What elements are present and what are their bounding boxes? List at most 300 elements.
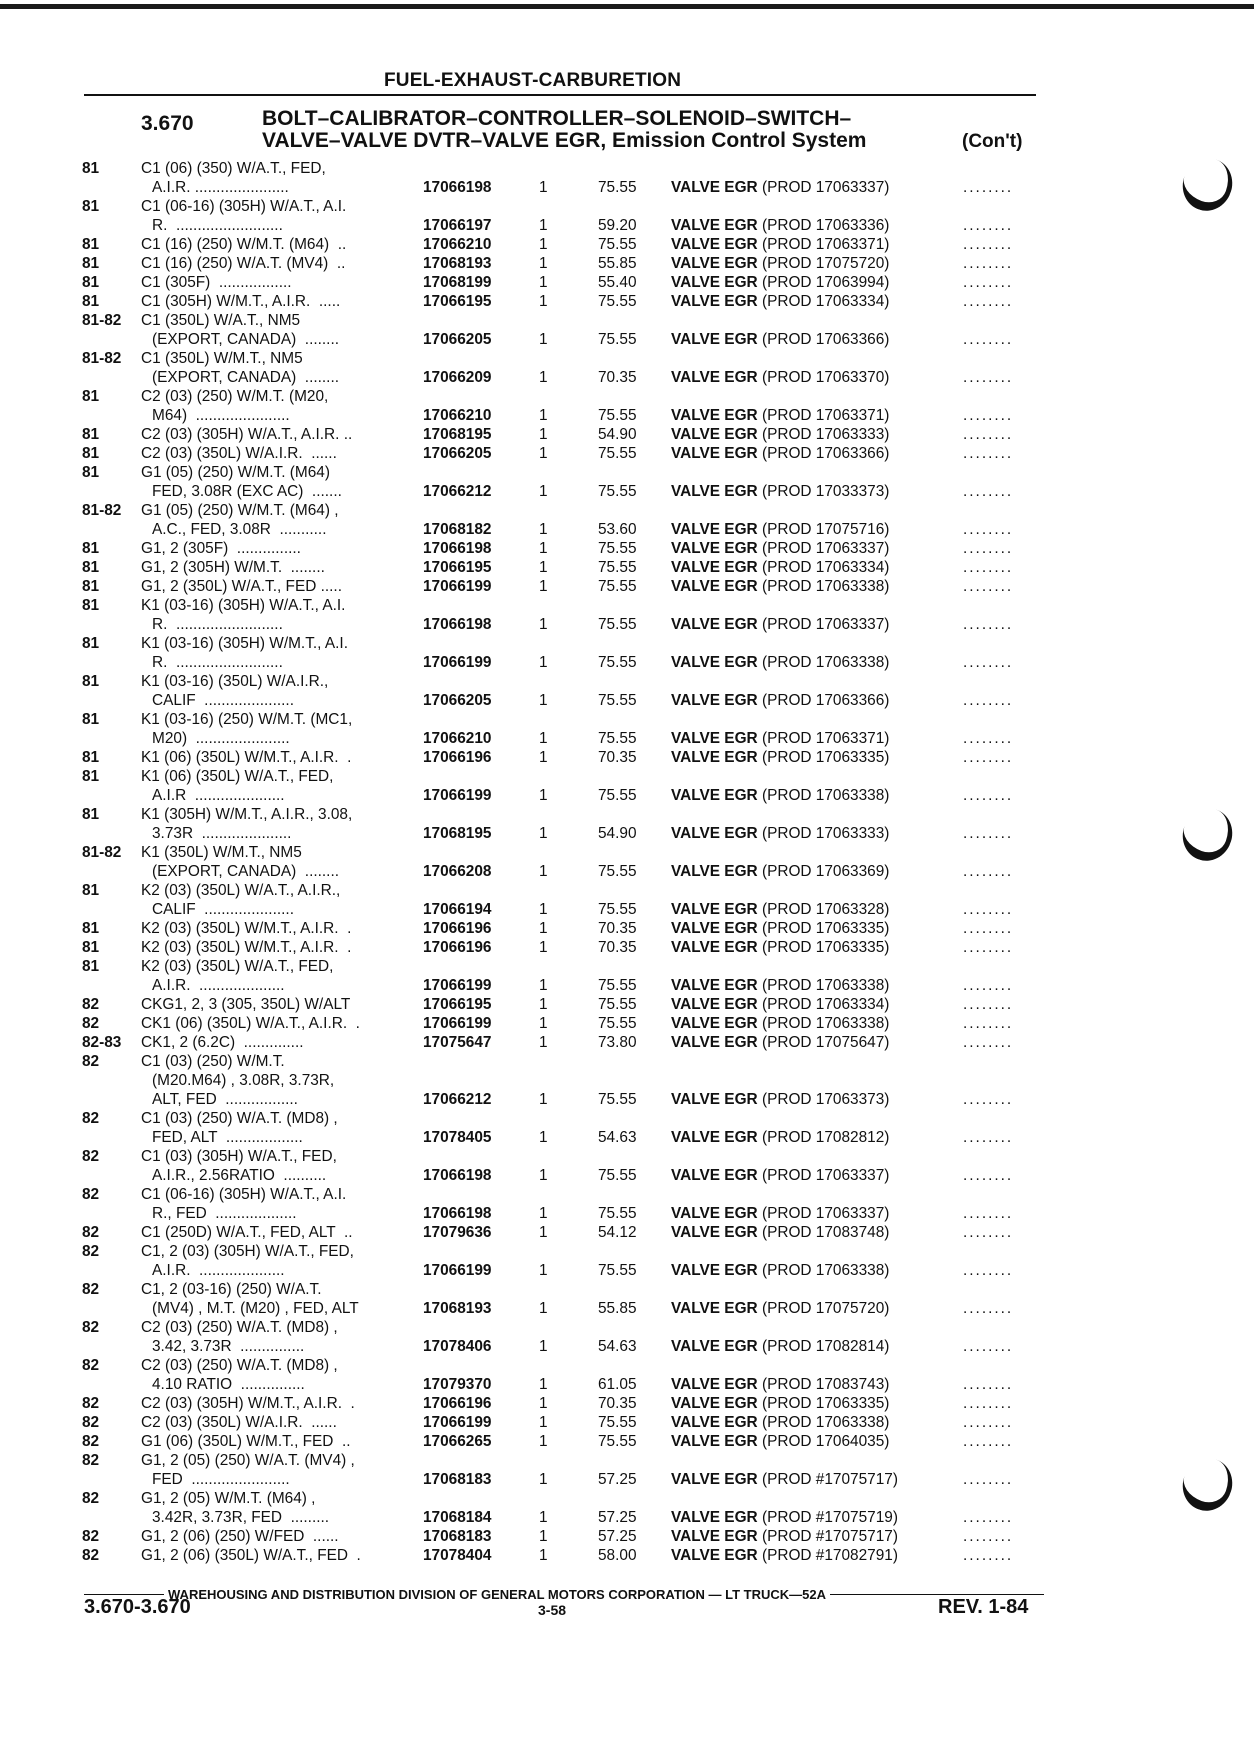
application-description: G1 (06) (350L) W/M.T., FED .. [141,1433,351,1450]
part-number: 17068182 [423,521,492,538]
price: 54.90 [598,426,637,443]
application-description: C1 (350L) W/A.T., NM5 [141,312,301,329]
part-name-label: VALVE EGR [671,445,758,462]
price: 54.12 [598,1224,637,1241]
production-number: (PROD 17063371) [761,236,890,253]
quantity: 1 [539,749,548,766]
part-name-label: VALVE EGR [671,920,758,937]
quantity: 1 [539,996,548,1013]
application-description: G1 (05) (250) W/M.T. (M64) , [141,502,339,519]
production-number: (PROD 17082812) [761,1129,890,1146]
production-number: (PROD 17063334) [761,293,890,310]
model-year: 82 [82,1186,100,1203]
table-row [0,1432,1254,1451]
table-row [0,938,1254,957]
application-description-cont: R., FED ................... [152,1205,297,1222]
price: 70.35 [598,939,637,956]
model-year: 82 [82,1053,100,1070]
leader-dots: ........ [963,749,1014,766]
production-number: (PROD 17063338) [761,787,890,804]
model-year: 81-82 [82,312,122,329]
leader-dots: ........ [963,825,1014,842]
leader-dots: ........ [963,787,1014,804]
price: 73.80 [598,1034,637,1051]
application-description: C2 (03) (250) W/A.T. (MD8) , [141,1357,338,1374]
table-row [0,311,1254,349]
application-description-cont: FED, ALT .................. [152,1129,303,1146]
application-description: C1, 2 (03) (305H) W/A.T., FED, [141,1243,354,1260]
model-year: 81 [82,597,100,614]
part-name-label: VALVE EGR [671,977,758,994]
model-year: 81 [82,578,100,595]
part-name-label: VALVE EGR [671,255,758,272]
application-description: G1, 2 (305F) ............... [141,540,301,557]
part-name-label: VALVE EGR [671,1376,758,1393]
model-year: 82 [82,1319,100,1336]
part-name [671,1090,889,1109]
table-row [0,1546,1254,1565]
table-row [0,995,1254,1014]
production-number: (PROD 17063336) [761,217,890,234]
part-name [671,691,889,710]
price: 75.55 [598,559,637,576]
part-name-label: VALVE EGR [671,939,758,956]
part-number: 17066210 [423,236,492,253]
table-row [0,672,1254,710]
price: 55.40 [598,274,637,291]
part-name [671,482,889,501]
application-description: K1 (06) (350L) W/A.T., FED, [141,768,334,785]
part-number: 17066212 [423,1091,492,1108]
part-name [671,558,889,577]
application-description: C2 (03) (305H) W/M.T., A.I.R. . [141,1395,355,1412]
application-description: K1 (305H) W/M.T., A.I.R., 3.08, [141,806,353,823]
model-year: 82-83 [82,1034,122,1051]
table-row [0,1280,1254,1318]
part-name-label: VALVE EGR [671,369,758,386]
production-number: (PROD 17063366) [761,331,890,348]
model-year: 82 [82,1395,100,1412]
leader-dots: ........ [963,255,1014,272]
part-name-label: VALVE EGR [671,274,758,291]
part-name [671,653,889,672]
application-description: C2 (03) (305H) W/A.T., A.I.R. .. [141,426,353,443]
application-description: C2 (03) (350L) W/A.I.R. ...... [141,445,337,462]
price: 57.25 [598,1471,637,1488]
part-number: 17066199 [423,977,492,994]
part-name-label: VALVE EGR [671,1129,758,1146]
production-number: (PROD 17063334) [761,996,890,1013]
leader-dots: ........ [963,1262,1014,1279]
application-description-cont: A.C., FED, 3.08R ........... [152,521,327,538]
part-number: 17066265 [423,1433,492,1450]
part-name-label: VALVE EGR [671,901,758,918]
part-number: 17066195 [423,996,492,1013]
leader-dots: ........ [963,977,1014,994]
price: 75.55 [598,331,637,348]
application-description: C2 (03) (250) W/A.T. (MD8) , [141,1319,338,1336]
part-name-label: VALVE EGR [671,559,758,576]
model-year: 81 [82,293,100,310]
price: 53.60 [598,521,637,538]
part-number: 17075647 [423,1034,492,1051]
part-number: 17068183 [423,1528,492,1545]
production-number: (PROD 17075716) [761,521,890,538]
part-number: 17066199 [423,578,492,595]
quantity: 1 [539,1262,548,1279]
application-description: G1, 2 (06) (250) W/FED ...... [141,1528,339,1545]
quantity: 1 [539,1034,548,1051]
quantity: 1 [539,977,548,994]
quantity: 1 [539,1338,548,1355]
part-name [671,1432,889,1451]
part-name [671,406,889,425]
part-number: 17079370 [423,1376,492,1393]
group-title [262,108,962,152]
table-row [0,292,1254,311]
part-number: 17066205 [423,331,492,348]
part-number: 17068183 [423,1471,492,1488]
application-description-cont: (EXPORT, CANADA) ........ [152,331,340,348]
production-number: (PROD 17063373) [761,1091,890,1108]
part-number: 17068195 [423,426,492,443]
quantity: 1 [539,730,548,747]
application-description-cont: 3.42R, 3.73R, FED ......... [152,1509,330,1526]
quantity: 1 [539,1091,548,1108]
price: 59.20 [598,217,637,234]
application-description: CK1, 2 (6.2C) .............. [141,1034,304,1051]
table-row [0,558,1254,577]
application-description: CKG1, 2, 3 (305, 350L) W/ALT [141,996,351,1013]
part-name [671,1470,898,1489]
leader-dots: ........ [963,217,1014,234]
quantity: 1 [539,293,548,310]
leader-dots: ........ [963,1167,1014,1184]
part-name-label: VALVE EGR [671,1547,758,1564]
production-number: (PROD 17063369) [761,863,890,880]
production-number: (PROD 17063338) [761,654,890,671]
price: 75.55 [598,540,637,557]
application-description-cont: ALT, FED ................. [152,1091,298,1108]
leader-dots: ........ [963,1091,1014,1108]
part-name [671,1546,898,1565]
revision: REV. 1-84 [938,1596,1029,1618]
part-number: 17066205 [423,692,492,709]
part-number: 17068195 [423,825,492,842]
application-description-cont: A.I.R. ...................... [152,179,289,196]
quantity: 1 [539,654,548,671]
leader-dots: ........ [963,369,1014,386]
model-year: 81 [82,806,100,823]
part-number: 17066196 [423,939,492,956]
table-row [0,1052,1254,1109]
application-description: K2 (03) (350L) W/A.T., A.I.R., [141,882,341,899]
part-name-label: VALVE EGR [671,1034,758,1051]
leader-dots: ........ [963,654,1014,671]
part-name [671,1033,889,1052]
quantity: 1 [539,1015,548,1032]
price: 75.55 [598,863,637,880]
table-row [0,1223,1254,1242]
part-number: 17066195 [423,559,492,576]
part-number: 17066196 [423,920,492,937]
quantity: 1 [539,255,548,272]
quantity: 1 [539,1528,548,1545]
part-number: 17078405 [423,1129,492,1146]
production-number: (PROD #17075719) [761,1509,898,1526]
leader-dots: ........ [963,692,1014,709]
production-number: (PROD 17063338) [761,578,890,595]
part-number: 17066199 [423,1414,492,1431]
production-number: (PROD 17075720) [761,255,890,272]
model-year: 82 [82,1281,100,1298]
part-name-label: VALVE EGR [671,616,758,633]
price: 57.25 [598,1528,637,1545]
part-number: 17068184 [423,1509,492,1526]
part-number: 17066205 [423,445,492,462]
table-row [0,634,1254,672]
production-number: (PROD 17063337) [761,616,890,633]
parts-list [0,159,1254,1565]
production-number: (PROD 17063333) [761,426,890,443]
model-year: 82 [82,1110,100,1127]
part-name [671,900,889,919]
application-description: G1, 2 (305H) W/M.T. ........ [141,559,325,576]
leader-dots: ........ [963,1547,1014,1564]
part-name-label: VALVE EGR [671,996,758,1013]
part-number: 17068193 [423,1300,492,1317]
production-number: (PROD 17075720) [761,1300,890,1317]
leader-dots: ........ [963,1528,1014,1545]
table-row [0,273,1254,292]
part-name [671,577,889,596]
part-name-label: VALVE EGR [671,863,758,880]
model-year: 82 [82,1243,100,1260]
part-number: 17066198 [423,179,492,196]
leader-dots: ........ [963,236,1014,253]
price: 75.55 [598,654,637,671]
leader-dots: ........ [963,863,1014,880]
application-description: C2 (03) (350L) W/A.I.R. ...... [141,1414,337,1431]
table-row [0,539,1254,558]
production-number: (PROD 17063337) [761,1167,890,1184]
production-number: (PROD 17063366) [761,445,890,462]
model-year: 81 [82,882,100,899]
part-name-label: VALVE EGR [671,217,758,234]
header-rule [84,94,1036,96]
application-description-cont: (EXPORT, CANADA) ........ [152,863,340,880]
part-number: 17066210 [423,730,492,747]
part-number: 17066198 [423,1167,492,1184]
table-row [0,425,1254,444]
footer-text: WAREHOUSING AND DISTRIBUTION DIVISION OF GENERAL MOTORS CORPORATION — LT TRUCK—52A [168,1587,826,1602]
application-description: C1 (06-16) (305H) W/A.T., A.I. [141,198,347,215]
part-name [671,444,889,463]
leader-dots: ........ [963,920,1014,937]
quantity: 1 [539,1167,548,1184]
quantity: 1 [539,825,548,842]
model-year: 81 [82,635,100,652]
quantity: 1 [539,1224,548,1241]
leader-dots: ........ [963,1205,1014,1222]
quantity: 1 [539,1509,548,1526]
part-name-label: VALVE EGR [671,521,758,538]
part-name-label: VALVE EGR [671,483,758,500]
price: 75.55 [598,236,637,253]
part-name-label: VALVE EGR [671,654,758,671]
production-number: (PROD 17063994) [761,274,890,291]
part-name-label: VALVE EGR [671,293,758,310]
part-name-label: VALVE EGR [671,1528,758,1545]
table-row [0,596,1254,634]
model-year: 81 [82,920,100,937]
quantity: 1 [539,1395,548,1412]
part-name [671,976,889,995]
part-number: 17078406 [423,1338,492,1355]
part-name-label: VALVE EGR [671,236,758,253]
production-number: (PROD 17063366) [761,692,890,709]
part-name [671,235,889,254]
continued-label: (Con't) [962,131,1023,152]
table-row [0,1242,1254,1280]
model-year: 81 [82,236,100,253]
part-name [671,1204,889,1223]
footer-line [84,1587,1044,1602]
model-year: 81 [82,464,100,481]
application-description: G1 (05) (250) W/M.T. (M64) [141,464,330,481]
application-description-cont: R. ......................... [152,654,283,671]
application-description-cont: FED ....................... [152,1471,290,1488]
quantity: 1 [539,692,548,709]
part-name [671,995,889,1014]
part-number: 17066210 [423,407,492,424]
part-name [671,1223,889,1242]
leader-dots: ........ [963,1395,1014,1412]
price: 54.63 [598,1129,637,1146]
production-number: (PROD 17063337) [761,179,890,196]
price: 75.55 [598,692,637,709]
table-row [0,957,1254,995]
application-description-cont: A.I.R. .................... [152,1262,285,1279]
table-row [0,463,1254,501]
part-number: 17066199 [423,787,492,804]
application-description: C1 (305F) ................. [141,274,292,291]
group-title-line1: BOLT–CALIBRATOR–CONTROLLER–SOLENOID–SWITCH– [262,107,852,130]
footer-group-range: 3.670-3.670 [84,1596,191,1618]
table-row [0,1033,1254,1052]
leader-dots: ........ [963,1509,1014,1526]
production-number: (PROD 17063337) [761,1205,890,1222]
table-row [0,1394,1254,1413]
application-description-cont: FED, 3.08R (EXC AC) ....... [152,483,342,500]
part-name [671,273,889,292]
price: 75.55 [598,179,637,196]
price: 75.55 [598,293,637,310]
part-name [671,615,889,634]
price: 61.05 [598,1376,637,1393]
application-description-cont: R. ......................... [152,217,283,234]
application-description-cont: 4.10 RATIO ............... [152,1376,305,1393]
table-row [0,159,1254,197]
quantity: 1 [539,863,548,880]
model-year: 82 [82,1490,100,1507]
application-description: C1 (16) (250) W/A.T. (MV4) .. [141,255,346,272]
part-name [671,1375,889,1394]
application-description-cont: 3.42, 3.73R ............... [152,1338,305,1355]
application-description: G1, 2 (05) (250) W/A.T. (MV4) , [141,1452,355,1469]
part-name [671,292,889,311]
table-row [0,197,1254,235]
quantity: 1 [539,901,548,918]
model-year: 81 [82,559,100,576]
production-number: (PROD #17075717) [761,1471,898,1488]
quantity: 1 [539,787,548,804]
production-number: (PROD 17063371) [761,407,890,424]
quantity: 1 [539,179,548,196]
model-year: 82 [82,1547,100,1564]
group-number: 3.670 [141,112,194,135]
quantity: 1 [539,1433,548,1450]
part-name [671,1337,889,1356]
production-number: (PROD 17064035) [761,1433,890,1450]
part-name [671,919,889,938]
application-description-cont: (MV4) , M.T. (M20) , FED, ALT [152,1300,359,1317]
price: 75.55 [598,1015,637,1032]
application-description-cont: (EXPORT, CANADA) ........ [152,369,340,386]
leader-dots: ........ [963,426,1014,443]
application-description: K1 (06) (350L) W/M.T., A.I.R. . [141,749,352,766]
leader-dots: ........ [963,1300,1014,1317]
part-name-label: VALVE EGR [671,1338,758,1355]
application-description: G1, 2 (350L) W/A.T., FED ..... [141,578,342,595]
part-name [671,1413,889,1432]
part-name [671,729,889,748]
part-name-label: VALVE EGR [671,1414,758,1431]
production-number: (PROD 17083743) [761,1376,890,1393]
application-description-cont: CALIF ..................... [152,692,294,709]
leader-dots: ........ [963,1414,1014,1431]
part-name [671,330,889,349]
model-year: 81 [82,749,100,766]
price: 75.55 [598,1414,637,1431]
production-number: (PROD 17063335) [761,939,890,956]
application-description: K1 (03-16) (250) W/M.T. (MC1, [141,711,353,728]
price: 75.55 [598,1205,637,1222]
price: 75.55 [598,977,637,994]
price: 57.25 [598,1509,637,1526]
price: 54.63 [598,1338,637,1355]
table-row [0,843,1254,881]
price: 75.55 [598,445,637,462]
table-row [0,577,1254,596]
leader-dots: ........ [963,559,1014,576]
production-number: (PROD 17063338) [761,1414,890,1431]
part-name-label: VALVE EGR [671,1015,758,1032]
application-description: K1 (350L) W/M.T., NM5 [141,844,302,861]
price: 75.55 [598,483,637,500]
price: 75.55 [598,1091,637,1108]
part-name [671,1128,889,1147]
table-row [0,349,1254,387]
table-row [0,1185,1254,1223]
application-description: K1 (03-16) (350L) W/A.I.R., [141,673,329,690]
part-name [671,748,889,767]
quantity: 1 [539,274,548,291]
part-name [671,1166,889,1185]
quantity: 1 [539,1471,548,1488]
table-row [0,254,1254,273]
application-description-cont: R. ......................... [152,616,283,633]
